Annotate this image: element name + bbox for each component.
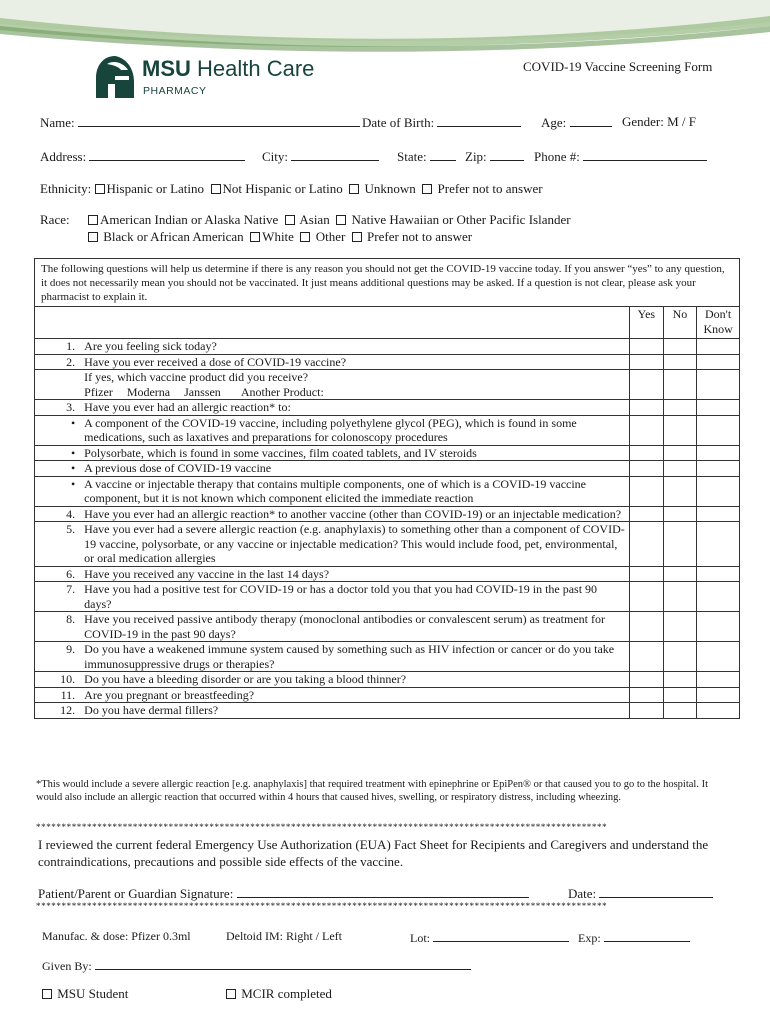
answer-no-cell[interactable] bbox=[663, 687, 697, 703]
exp-field[interactable]: Exp: bbox=[578, 929, 690, 946]
question-row bbox=[35, 582, 740, 612]
answer-dont-know-cell[interactable] bbox=[697, 522, 740, 567]
answer-dont-know-cell[interactable] bbox=[697, 415, 740, 445]
answer-yes-cell[interactable] bbox=[630, 703, 664, 719]
question-text-line: A vaccine or injectable therapy that contains multiple components, one of which is a COVID-19 vaccine component, but it is not known which component elicited the immediate reaction bbox=[84, 476, 586, 505]
question-text-line: Have you received any vaccine in the last 14 days? bbox=[84, 566, 330, 581]
name-field[interactable]: Name: bbox=[40, 114, 360, 131]
question-number: 7. bbox=[35, 582, 82, 612]
question-text bbox=[81, 582, 629, 612]
question-text bbox=[81, 703, 629, 719]
age-field[interactable]: Age: bbox=[541, 114, 612, 131]
answer-yes-cell[interactable] bbox=[630, 522, 664, 567]
checkbox-icon bbox=[88, 232, 98, 242]
answer-yes-cell[interactable] bbox=[630, 672, 664, 688]
question-row bbox=[35, 461, 740, 477]
address-field[interactable]: Address: bbox=[40, 148, 245, 165]
race-label: Race: bbox=[40, 212, 70, 227]
answer-dont-know-cell[interactable] bbox=[697, 339, 740, 355]
question-number: 6. bbox=[35, 566, 82, 582]
question-text bbox=[81, 415, 629, 445]
phone-field[interactable]: Phone #: bbox=[534, 148, 707, 165]
question-text-line: A component of the COVID-19 vaccine, including polyethylene glycol (PEG), which is found in some medications, such as laxatives and preparations for colonoscopy procedures bbox=[84, 415, 577, 444]
answer-dont-know-cell[interactable] bbox=[697, 354, 740, 370]
answer-dont-know-cell[interactable] bbox=[697, 703, 740, 719]
header-yes: Yes bbox=[630, 307, 664, 339]
header-dont-know: Don't Know bbox=[697, 307, 740, 339]
question-text bbox=[81, 461, 629, 477]
question-row bbox=[35, 687, 740, 703]
race-option-asian[interactable]: Asian bbox=[282, 212, 330, 227]
ethnicity-option-not-hispanic[interactable]: Not Hispanic or Latino bbox=[207, 181, 342, 196]
question-row bbox=[35, 703, 740, 719]
question-text-line: If yes, which vaccine product did you receive? bbox=[84, 370, 309, 384]
signature-date-field[interactable]: Date: bbox=[568, 885, 713, 902]
race-row-2 bbox=[88, 229, 472, 245]
header-banner bbox=[0, 0, 770, 60]
answer-dont-know-cell[interactable] bbox=[697, 642, 740, 672]
signature-field[interactable]: Patient/Parent or Guardian Signature: bbox=[38, 885, 529, 902]
vaccine-product-option[interactable]: Another Product: bbox=[240, 384, 324, 399]
race-option-american-indian[interactable]: American Indian or Alaska Native bbox=[88, 212, 278, 227]
question-number: 12. bbox=[35, 703, 82, 719]
question-text-line: Polysorbate, which is found in some vaccines, film coated tablets, and IV steroids bbox=[84, 445, 477, 460]
question-number: 5. bbox=[35, 522, 82, 567]
question-number: • bbox=[35, 476, 82, 506]
dob-field[interactable]: Date of Birth: bbox=[362, 114, 521, 131]
brand-subtitle: PHARMACY bbox=[143, 85, 207, 97]
race-option-white[interactable]: White bbox=[247, 229, 294, 244]
question-row bbox=[35, 522, 740, 567]
checkbox-icon bbox=[211, 184, 221, 194]
question-text bbox=[81, 339, 629, 355]
question-text-line: Are you pregnant or breastfeeding? bbox=[84, 687, 255, 702]
answer-yes-cell[interactable] bbox=[630, 566, 664, 582]
question-number: • bbox=[35, 461, 82, 477]
answer-yes-cell[interactable] bbox=[630, 370, 664, 400]
mcir-completed-checkbox[interactable]: MCIR completed bbox=[226, 986, 332, 1002]
answer-dont-know-cell[interactable] bbox=[697, 400, 740, 416]
manufacturer-dose: Manufac. & dose: Pfizer 0.3ml bbox=[42, 929, 191, 943]
answer-dont-know-cell[interactable] bbox=[697, 687, 740, 703]
answer-no-cell[interactable] bbox=[663, 370, 697, 400]
race-row-1 bbox=[88, 212, 571, 228]
race-option-black[interactable]: Black or African American bbox=[88, 229, 244, 244]
allergy-footnote: *This would include a severe allergic reaction [e.g. anaphylaxis] that required treatment with epinephrine or EpiPen® or that caused you to go to the hospital. It would also include an allergic reaction that occurred within 4 hours that caused hives, swelling, or respiratory distress, including wheezing. bbox=[36, 779, 708, 803]
checkbox-icon bbox=[88, 215, 98, 225]
answer-dont-know-cell[interactable] bbox=[697, 370, 740, 400]
ethnicity-option-unknown[interactable]: Unknown bbox=[346, 181, 416, 196]
question-number: 11. bbox=[35, 687, 82, 703]
race-option-other[interactable]: Other bbox=[297, 229, 345, 244]
checkbox-icon bbox=[422, 184, 432, 194]
answer-no-cell[interactable] bbox=[663, 476, 697, 506]
answer-dont-know-cell[interactable] bbox=[697, 566, 740, 582]
answer-dont-know-cell[interactable] bbox=[697, 476, 740, 506]
table-header-row bbox=[35, 307, 740, 339]
answer-yes-cell[interactable] bbox=[630, 506, 664, 522]
question-row bbox=[35, 445, 740, 461]
question-number: • bbox=[35, 445, 82, 461]
answer-yes-cell[interactable] bbox=[630, 400, 664, 416]
gender-field[interactable]: Gender: M / F bbox=[622, 114, 697, 129]
question-text bbox=[81, 354, 629, 370]
answer-no-cell[interactable] bbox=[663, 612, 697, 642]
checkbox-icon bbox=[250, 232, 260, 242]
deltoid-im[interactable]: Deltoid IM: Right / Left bbox=[226, 929, 342, 943]
vaccine-product-option[interactable]: Pfizer bbox=[84, 384, 113, 399]
question-text-line: Have you ever had an allergic reaction* to another vaccine (other than COVID-19) or an injectable medication? bbox=[84, 506, 622, 521]
answer-no-cell[interactable] bbox=[663, 400, 697, 416]
question-text-line: Have you had a positive test for COVID-19 or has a doctor told you that you had COVID-19 in the past 90 days? bbox=[84, 582, 598, 611]
header-no: No bbox=[663, 307, 697, 339]
answer-yes-cell[interactable] bbox=[630, 642, 664, 672]
city-field[interactable]: City: bbox=[262, 148, 379, 165]
answer-yes-cell[interactable] bbox=[630, 445, 664, 461]
question-text-line: A previous dose of COVID-19 vaccine bbox=[84, 461, 272, 475]
answer-no-cell[interactable] bbox=[663, 506, 697, 522]
answer-dont-know-cell[interactable] bbox=[697, 461, 740, 477]
question-text bbox=[81, 370, 629, 400]
question-row bbox=[35, 370, 740, 400]
checkbox-icon bbox=[42, 989, 52, 999]
checkbox-icon bbox=[352, 232, 362, 242]
checkbox-icon bbox=[336, 215, 346, 225]
question-number: 10. bbox=[35, 672, 82, 688]
answer-no-cell[interactable] bbox=[663, 672, 697, 688]
answer-yes-cell[interactable] bbox=[630, 354, 664, 370]
question-number: 3. bbox=[35, 400, 82, 416]
answer-yes-cell[interactable] bbox=[630, 582, 664, 612]
question-row bbox=[35, 566, 740, 582]
answer-no-cell[interactable] bbox=[663, 415, 697, 445]
question-text-line: Have you ever had a severe allergic reaction (e.g. anaphylaxis) to something other than a component of COVID-19 vaccine, polysorbate, or any vaccine or injectable medication? This would include food, pet, environmental, or oral medication allergies bbox=[84, 522, 625, 565]
answer-yes-cell[interactable] bbox=[630, 612, 664, 642]
screening-questions-table bbox=[34, 306, 740, 719]
answer-dont-know-cell[interactable] bbox=[697, 445, 740, 461]
question-row bbox=[35, 612, 740, 642]
form-title: COVID-19 Vaccine Screening Form bbox=[523, 59, 713, 74]
msu-student-checkbox[interactable]: MSU Student bbox=[42, 986, 128, 1002]
question-text bbox=[81, 612, 629, 642]
question-text-line: Do you have dermal fillers? bbox=[84, 703, 219, 717]
answer-yes-cell[interactable] bbox=[630, 339, 664, 355]
question-text bbox=[81, 642, 629, 672]
answer-no-cell[interactable] bbox=[663, 642, 697, 672]
separator-stars-2: **************************************************************************************************************** bbox=[36, 901, 608, 911]
question-text bbox=[81, 566, 629, 582]
zip-field[interactable]: Zip: bbox=[465, 148, 524, 165]
checkbox-icon bbox=[226, 989, 236, 999]
question-number: 9. bbox=[35, 642, 82, 672]
question-row bbox=[35, 642, 740, 672]
question-text-line: Do you have a bleeding disorder or are you taking a blood thinner? bbox=[84, 672, 407, 686]
question-row bbox=[35, 400, 740, 416]
question-number: 1. bbox=[35, 339, 82, 355]
question-text bbox=[81, 522, 629, 567]
given-by-field[interactable]: Given By: bbox=[42, 957, 471, 974]
question-text-line: Have you ever had an allergic reaction* to: bbox=[84, 400, 291, 414]
checkbox-icon bbox=[300, 232, 310, 242]
state-field[interactable]: State: bbox=[397, 148, 456, 165]
lot-field[interactable]: Lot: bbox=[410, 929, 569, 946]
question-row bbox=[35, 476, 740, 506]
ethnicity-option-hispanic[interactable]: Hispanic or Latino bbox=[95, 181, 204, 196]
question-row bbox=[35, 354, 740, 370]
race-option-pacific-islander[interactable]: Native Hawaiian or Other Pacific Islander bbox=[333, 212, 571, 227]
answer-dont-know-cell[interactable] bbox=[697, 506, 740, 522]
question-text-line: Do you have a weakened immune system caused by something such as HIV infection or cancer or do you take immunosuppressive drugs or therapies? bbox=[84, 642, 615, 671]
question-number bbox=[35, 370, 82, 400]
answer-no-cell[interactable] bbox=[663, 461, 697, 477]
question-text bbox=[81, 400, 629, 416]
question-row bbox=[35, 672, 740, 688]
answer-no-cell[interactable] bbox=[663, 703, 697, 719]
question-number: 8. bbox=[35, 612, 82, 642]
question-number: 2. bbox=[35, 354, 82, 370]
brand-name: MSU Health Care bbox=[142, 56, 315, 81]
checkbox-icon bbox=[95, 184, 105, 194]
answer-no-cell[interactable] bbox=[663, 566, 697, 582]
question-text bbox=[81, 506, 629, 522]
question-text-line: Are you feeling sick today? bbox=[84, 339, 217, 353]
answer-dont-know-cell[interactable] bbox=[697, 612, 740, 642]
vaccine-products bbox=[84, 385, 626, 400]
question-text bbox=[81, 445, 629, 461]
ethnicity-row: Ethnicity: Hispanic or Latino Not Hispanic or Latino Unknown Prefer not to answer bbox=[40, 181, 543, 196]
question-text-line: Have you received passive antibody therapy (monoclonal antibodies or convalescent serum) as treatment for COVID-19 in the past 90 days? bbox=[84, 612, 605, 641]
question-row bbox=[35, 339, 740, 355]
answer-no-cell[interactable] bbox=[663, 582, 697, 612]
answer-yes-cell[interactable] bbox=[630, 415, 664, 445]
question-text bbox=[81, 687, 629, 703]
answer-dont-know-cell[interactable] bbox=[697, 672, 740, 688]
separator-stars: **************************************************************************************************************** bbox=[36, 822, 608, 832]
question-text bbox=[81, 672, 629, 688]
eua-acknowledgement: I reviewed the current federal Emergency Use Authorization (EUA) Fact Sheet for Recipients and Caregivers and understand the contraindications, precautions and possible side effects of the vaccine. bbox=[38, 837, 709, 869]
answer-yes-cell[interactable] bbox=[630, 461, 664, 477]
answer-no-cell[interactable] bbox=[663, 354, 697, 370]
vaccine-product-option[interactable]: Janssen bbox=[184, 384, 221, 399]
answer-no-cell[interactable] bbox=[663, 339, 697, 355]
answer-yes-cell[interactable] bbox=[630, 687, 664, 703]
race-option-prefer-not[interactable]: Prefer not to answer bbox=[349, 229, 473, 244]
checkbox-icon bbox=[285, 215, 295, 225]
ethnicity-option-prefer-not[interactable]: Prefer not to answer bbox=[419, 181, 543, 196]
answer-dont-know-cell[interactable] bbox=[697, 582, 740, 612]
intro-text: The following questions will help us determine if there is any reason you should not get the COVID-19 vaccine today. If you answer “yes” to any question, it does not necessarily mean you should not be vaccinated. It just means additional questions may be asked. If a question is not clear, please ask your pharmacist to explain it. bbox=[34, 258, 740, 307]
question-row bbox=[35, 415, 740, 445]
question-text-line: Have you ever received a dose of COVID-19 vaccine? bbox=[84, 354, 347, 369]
answer-no-cell[interactable] bbox=[663, 522, 697, 567]
question-number: 4. bbox=[35, 506, 82, 522]
answer-yes-cell[interactable] bbox=[630, 476, 664, 506]
vaccine-product-option[interactable]: Moderna bbox=[126, 384, 171, 399]
checkbox-icon bbox=[349, 184, 359, 194]
answer-no-cell[interactable] bbox=[663, 445, 697, 461]
spartan-helmet-icon bbox=[93, 54, 137, 100]
question-number: • bbox=[35, 415, 82, 445]
question-text bbox=[81, 476, 629, 506]
question-row bbox=[35, 506, 740, 522]
